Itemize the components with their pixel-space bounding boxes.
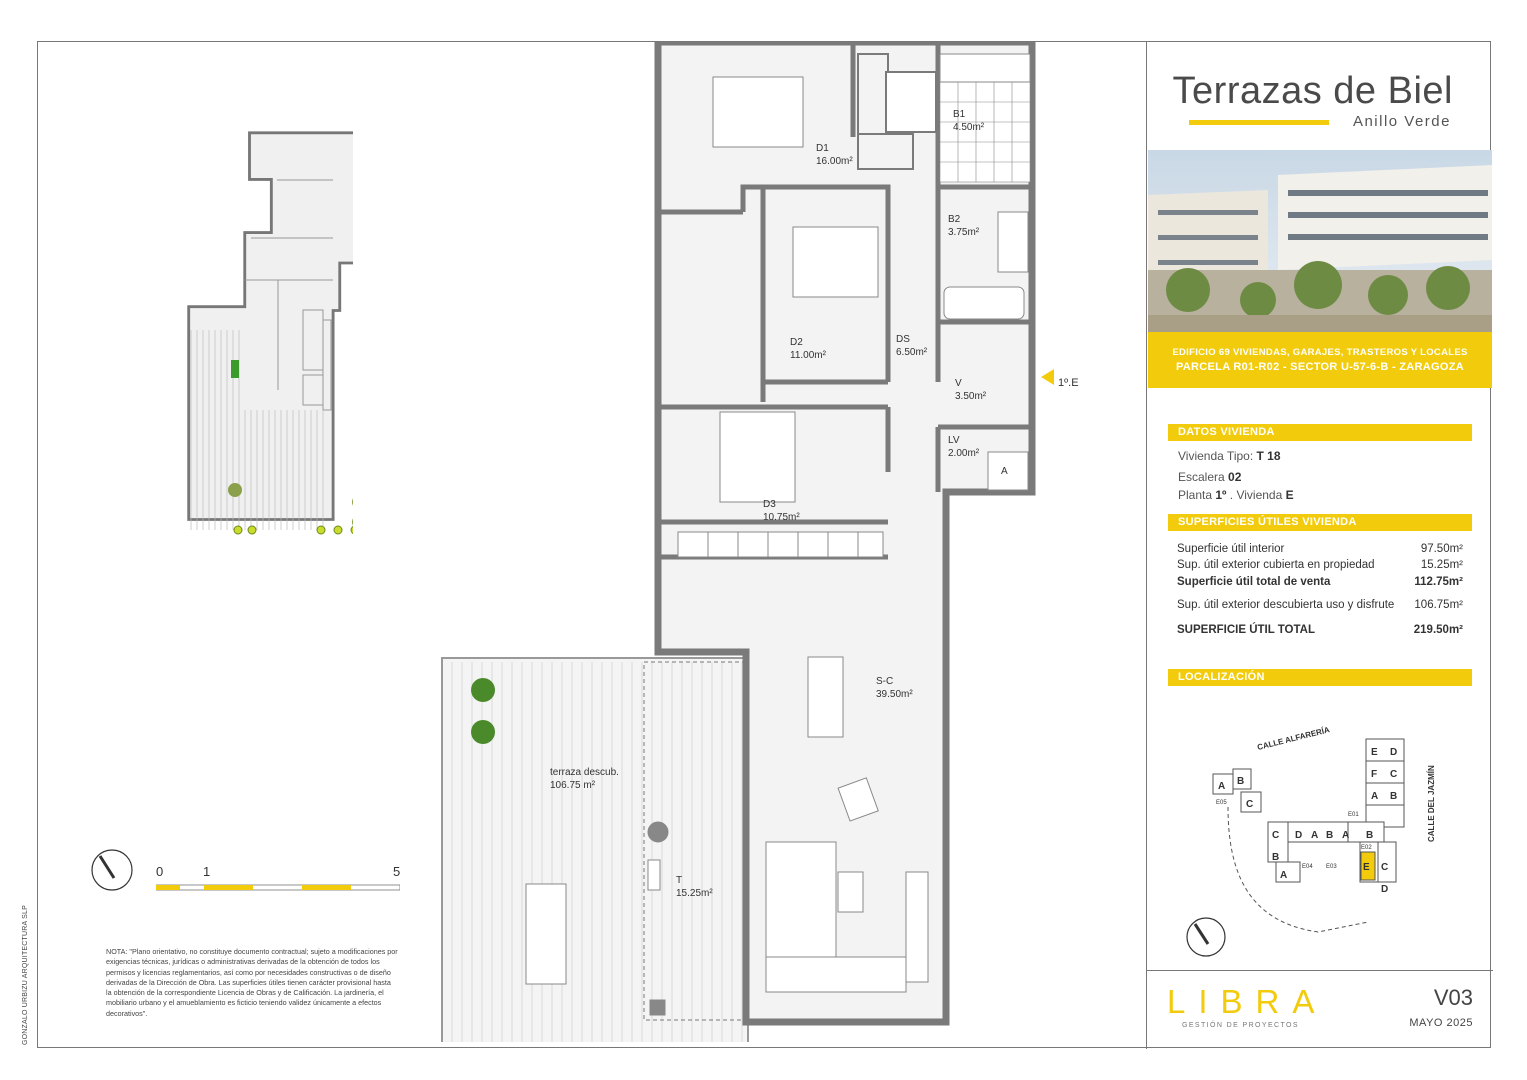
floor-plan-sheet [37,41,1491,1048]
surface-row: Superficie útil interior 97.50m² [1177,543,1463,555]
plan-area [38,42,1146,1049]
surface-row: Sup. útil exterior cubierta en propiedad 15.25m² [1177,559,1463,571]
street-alfareria: CALLE ALFARERÍA [1256,725,1331,752]
version-label: V03 [1433,985,1473,1010]
room-sc-label: S-C 39.50m² [876,676,913,700]
street-jazmin: CALLE DEL JAZMÍN [1427,765,1436,842]
libra-logo-sub: GESTIÓN DE PROYECTOS [1182,1022,1299,1029]
architect-credit: GONZALO URBIZU ARQUITECTURA SLP [22,905,29,1045]
footer [1147,970,1493,1049]
block-label: A [1218,781,1226,792]
room-b2-label: B2 3.75m² [948,214,980,238]
block-code: E03 [1326,864,1337,870]
superficies-heading: SUPERFICIES ÚTILES VIVIENDA [1168,514,1472,531]
brand-accent-bar [1189,120,1329,125]
room-lv-label: LV 2.00m² [948,435,980,459]
entry-label: 1º.E [1058,377,1079,389]
brand-header [1147,42,1493,150]
block-code: E01 [1348,812,1359,818]
disclaimer-note: NOTA: "Plano orientativo, no constituye documento contractual; sujeto a modificaciones por exigencias técnicas, jurídicas o administrativas derivadas de la obtención de todos los permisos y licencias reglamentarios, así como por necesidades constructivas o de diseño derivadas de la Dirección de Obra. Las superficies útiles tienen carácter provisional hasta la obtención de la correspondiente Licencia de Obras y de Calificación. La jardinería, el mobiliario urbano y el amueblamiento es ficticio teniendo validez únicamente a efectos decorativos". [106,947,398,1018]
block-label: A [1342,830,1350,841]
block-code: E04 [1302,864,1313,870]
room-b1-label: B1 4.50m² [953,109,985,133]
block-label: D [1295,830,1303,841]
block-label: A [1280,870,1288,881]
block-code: E05 [1216,800,1227,806]
block-label: C [1390,769,1398,780]
block-label: E [1371,747,1378,758]
block-label: C [1272,830,1280,841]
planta-vivienda: Planta 1º . Vivienda E [1178,488,1294,502]
scale-label-1: 1 [203,864,211,879]
block-label: F [1371,769,1378,780]
block-code: E02 [1361,845,1372,851]
main-floor-plan [438,42,1058,1042]
vivienda-tipo: Vivienda Tipo: T 18 [1178,449,1281,463]
block-label: B [1390,791,1398,802]
block-label: D [1390,747,1398,758]
block-label: B [1237,776,1245,787]
room-d2-label: D2 11.00m² [790,337,826,361]
room-d3-label: D3 10.75m² [763,499,800,523]
building-render-image [1148,150,1492,332]
map-north-arrow-icon [1187,918,1225,956]
project-band: EDIFICIO 69 VIVIENDAS, GARAJES, TRASTEROS Y LOCALES PARCELA R01-R02 - SECTOR U-57-6-B - ZARAGOZA [1148,332,1492,388]
date-label: MAYO 2025 [1409,1017,1473,1029]
block-label: B [1272,852,1280,863]
brand-subtitle: Anillo Verde [1352,113,1451,130]
block-label: A [1371,791,1379,802]
room-d1-label: D1 16.00m² [816,143,853,167]
room-ds-label: DS 6.50m² [896,334,928,358]
block-label: C [1381,862,1389,873]
datos-heading: DATOS VIVIENDA [1168,424,1472,441]
libra-logo: LIBRA [1167,983,1328,1020]
block-label: C [1246,799,1254,810]
room-t-label: T 15.25m² [676,875,713,899]
block-label: E [1363,862,1370,873]
room-terrace-label: terraza descub. 106.75 m² [550,767,619,791]
room-v-label: V 3.50m² [955,378,987,402]
lv-box-label: A [1001,466,1008,477]
block-label: B [1366,830,1374,841]
brand-title: Terrazas de Biel [1172,70,1453,112]
surface-row: Sup. útil exterior descubierta uso y disfrute 106.75m² [1177,599,1463,611]
scale-label-0: 0 [156,864,164,879]
surface-row-grand-total: SUPERFICIE ÚTIL TOTAL 219.50m² [1177,624,1463,636]
location-map [1168,712,1472,967]
info-sidebar [1146,42,1492,1049]
block-label: D [1381,884,1389,895]
key-plan [183,130,353,550]
block-label: B [1326,830,1334,841]
surface-row-total-sale: Superficie útil total de venta 112.75m² [1177,576,1463,588]
scale-bar [156,884,400,892]
escalera: Escalera 02 [1178,470,1242,484]
block-label: A [1311,830,1319,841]
scale-label-5: 5 [393,864,401,879]
localizacion-heading: LOCALIZACIÓN [1168,669,1472,686]
north-arrow-icon [90,848,134,892]
